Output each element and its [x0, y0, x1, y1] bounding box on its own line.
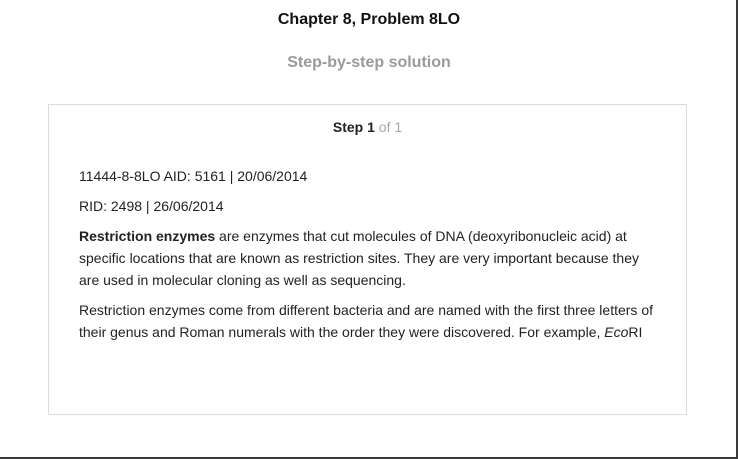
naming-text: Restriction enzymes come from different bacteria and are named with the first three letters of their genus and Roman numerals with the order they were discovered. For example,: [79, 302, 653, 340]
step-total: of 1: [378, 119, 403, 135]
paragraph-definition: [79, 225, 659, 291]
solution-subtitle: Step-by-step solution: [287, 54, 451, 71]
term-restriction-enzymes: Restriction enzymes: [79, 228, 216, 244]
solution-content: [79, 165, 659, 351]
step-label: Step: [332, 119, 364, 135]
paragraph-naming: [79, 299, 659, 343]
meta-line-aid: 11444-8-8LO AID: 5161 | 20/06/2014: [79, 168, 308, 184]
example-genus-abbrev: Eco: [604, 324, 629, 340]
meta-line-rid: RID: 2498 | 26/06/2014: [79, 198, 224, 214]
definition-text: are enzymes that cut molecules of DNA (deoxyribonucleic acid) at specific locations that are known as restriction sites. They are very important because they are used in molecular cloning as well as sequencing.: [79, 228, 640, 288]
step-header: [49, 119, 686, 135]
solution-card: [48, 104, 687, 415]
step-number: 1: [367, 119, 375, 135]
example-suffix: RI: [628, 324, 643, 340]
chapter-title: Chapter 8, Problem 8LO: [277, 11, 461, 28]
